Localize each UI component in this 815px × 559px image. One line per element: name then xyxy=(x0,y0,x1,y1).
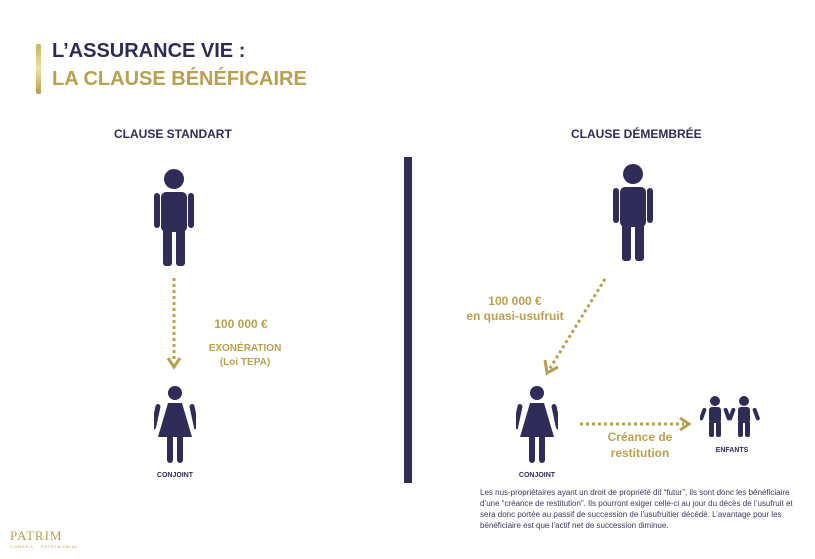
logo-name: PATRIM xyxy=(10,528,63,543)
left-conjoint-label: CONJOINT xyxy=(156,472,194,479)
page-title-line1: L’ASSURANCE VIE : xyxy=(52,40,246,62)
man-icon-right xyxy=(611,163,655,263)
claim-line2: restitution xyxy=(610,446,670,460)
woman-icon xyxy=(154,385,196,465)
divider xyxy=(404,157,412,483)
woman-icon-right xyxy=(516,385,558,465)
logo xyxy=(10,528,79,549)
left-heading: CLAUSE STANDART xyxy=(114,127,232,141)
claim-line1: Créance de xyxy=(607,430,673,444)
left-amount: 100 000 € xyxy=(214,317,268,331)
dotted-arrow-down xyxy=(166,278,182,374)
right-amount-line1: 100 000 € xyxy=(488,294,542,308)
explanation-note: Les nus-propriétaires ayant un droit de propriété dit “futur”, ils sont donc les bénéficiaire d’une “créance de restitution”. Ils pourront exiger celle-ci au jour du décès de l’usufruit et sera donc portée au passif de succession de l’usufruitier décédé. L’avantage pour les bénéficiaire est que l’actif net de succession diminue. xyxy=(480,488,793,530)
right-heading: CLAUSE DÉMEMBRÉE xyxy=(571,127,702,141)
right-amount-line2: en quasi-usufruit xyxy=(466,309,564,323)
title-accent-bar xyxy=(36,44,41,94)
man-icon xyxy=(152,168,196,268)
dotted-arrow-diagonal xyxy=(540,276,610,378)
exoneration-line1: EXONÉRATION xyxy=(208,343,282,354)
children-icon xyxy=(700,395,760,439)
children-label: ENFANTS xyxy=(715,447,749,454)
page-title-line2: LA CLAUSE BÉNÉFICAIRE xyxy=(52,68,307,90)
logo-tagline: CONSEIL · PATRIMONIAL xyxy=(10,544,79,549)
exoneration-line2: (Loi TEPA) xyxy=(219,357,271,368)
right-conjoint-label: CONJOINT xyxy=(518,472,556,479)
